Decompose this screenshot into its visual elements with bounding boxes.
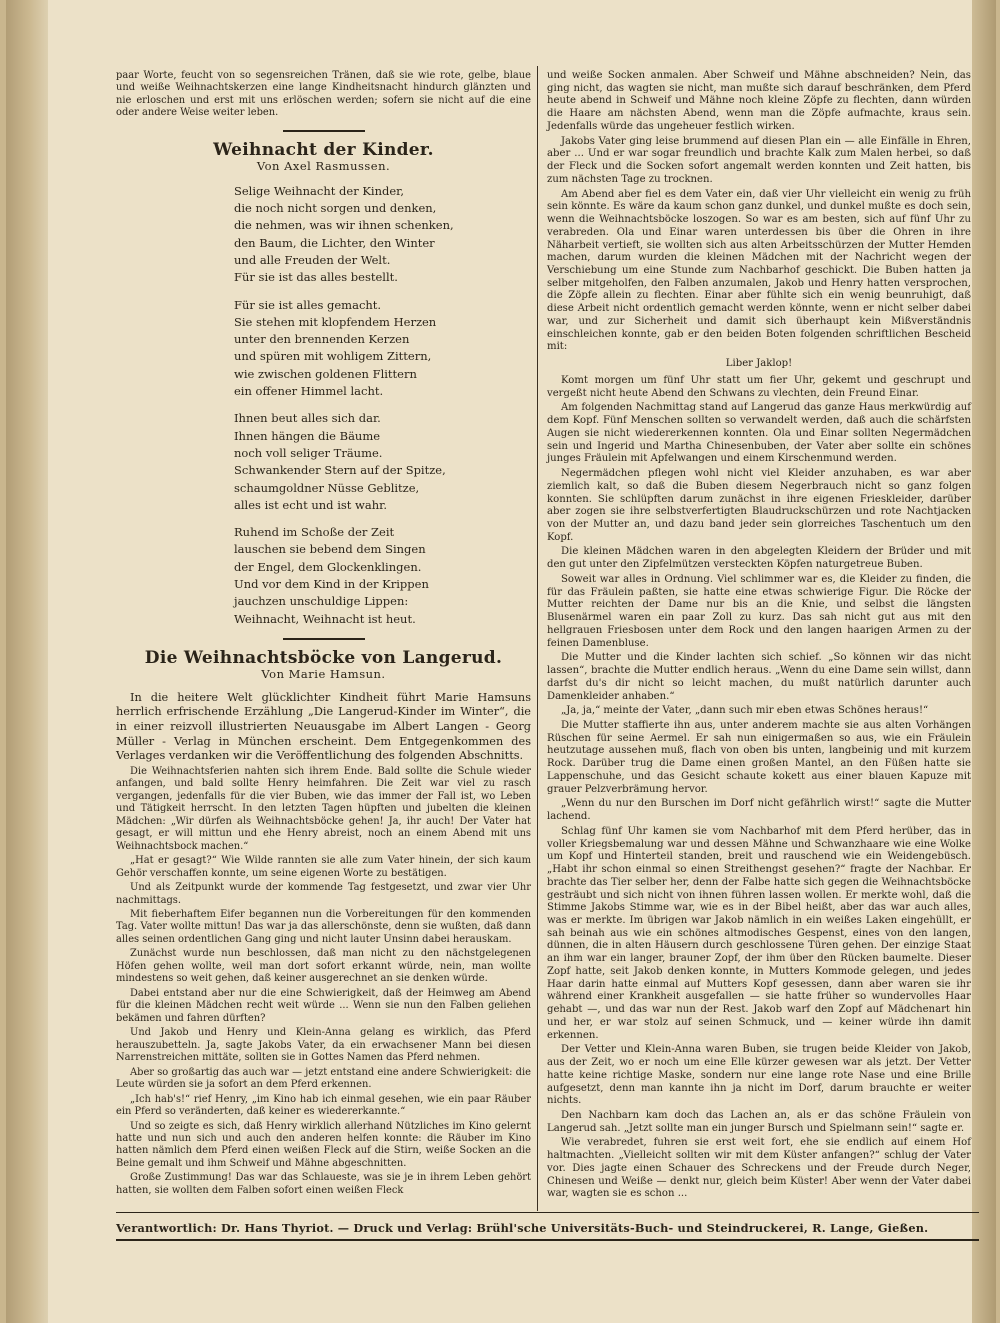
- story-paragraph: Schlag fünf Uhr kamen sie vom Nachbarhof mit dem Pferd herüber, das in voller Kriegsbemalung war und dessen Mähne und Schwanzhaare wie eine Wolke um Kopf und Hinterteil standen, breit und rauschend wie ein Weidengebüsch. „Habt ihr schon einmal so einen Streithengst gesehen?“ fragte der Nachbar. Er brachte das Tier selber her, denn der Falbe hatte sich gegen die Weihnachtsböcke gesträubt und sich nicht von ihnen führen lassen wollen. Er merkte wohl, daß die Stimme Jakobs Stimme war, wie es in der Bibel heißt, aber das war auch alles, was er merkte. Im übrigen war Jakob nämlich in ein weißes Laken eingehüllt, er sah beinah aus wie ein schönes altmodisches Gespenst, eines von den langen, dünnen, die in alten Häusern durch geschlossene Türen gehen. Der einzige Staat an ihm war ein langer, brauner Zopf, der ihm über den Rücken baumelte. Dieser Zopf hatte, seit Jakob denken konnte, in Mutters Kommode gelegen, und jedes Haar darin hatte einmal auf Mutters Kopf gesessen, dann aber waren sie ihr während einer Krankheit ausgefallen — sie hatte früher so wundervolles Haar gehabt —, und das war nun der Rest. Jakob warf den Zopf auf Mädchenart hin und her, er war stolz auf seinen Schmuck, und — keiner würde ihn damit erkennen.: [547, 825, 971, 1041]
- story-paragraph: Soweit war alles in Ordnung. Viel schlimmer war es, die Kleider zu finden, die für das Fräulein paßten, sie hatte eine etwas schwierige Figur. Die Röcke der Mutter reichten der Dame nur bis an die Knie, und selbst die längsten Blusenärmel waren ein paar Zoll zu kurz. Das sah nicht gut aus mit den hellgrauen Friesbosen unter dem Rock und den langen haarigen Armen zu der feinen Damenbluse.: [547, 573, 971, 649]
- story-intro: In die heitere Welt glücklichter Kindheit führt Marie Hamsuns herrlich erfrischende Erzählung „Die Langerud-Kinder im Winter“, die in einer reizvoll illustrierten Neuausgabe im Albert Langen - Georg Müller - Verlag in München erscheint. Dem Entgegenkommen des Verlages verdanken wir die Veröffentlichung des folgenden Abschnitts.: [116, 690, 531, 763]
- poem-stanza: [234, 183, 531, 287]
- right-column: [547, 70, 971, 1203]
- poem-line: unter den brennenden Kerzen: [234, 332, 410, 347]
- story-paragraph: Zunächst wurde nun beschlossen, daß man nicht zu den nächstgelegenen Höfen gehen wollte, weil man dort sofort erkannt würde, nein, man wollte mindestens so weit gehen, daß keiner ausgerechnet an sie denken würde.: [116, 948, 531, 985]
- newspaper-page: [6, 0, 996, 1323]
- poem-line: Für sie ist das alles bestellt.: [234, 270, 398, 285]
- poem-byline: Von Axel Rasmussen.: [256, 159, 391, 174]
- imprint-footer: [116, 1212, 979, 1241]
- poem-line: Selige Weihnacht der Kinder,: [234, 183, 405, 198]
- story-paragraph: Aber so großartig das auch war — jetzt entstand eine andere Schwierigkeit: die Leute würden sie ja sofort an dem Pferd erkennen.: [116, 1066, 531, 1091]
- poem-line: Ihnen beut alles sich dar.: [234, 411, 381, 426]
- letter-body: Komt morgen um fünf Uhr statt um fier Uhr, gekemt und geschrupt und vergeßt nicht heute Abend den Schwans zu vlechten, dein Freund Einar.: [547, 374, 971, 399]
- poem-line: und spüren mit wohligem Zittern,: [234, 349, 432, 364]
- story-paragraph: Der Vetter und Klein-Anna waren Buben, sie trugen beide Kleider von Jakob, aus der Zeit, wo er noch um eine Elle kürzer gewesen war als jetzt. Der Vetter hatte keine richtige Maske, sondern nur eine lange rote Nase und eine Brille aufgesetzt, denn man kannte ihn ja nicht im Dorf, darum brauchte er weiter nichts.: [547, 1044, 971, 1107]
- poem-line: schaumgoldner Nüsse Geblitze,: [234, 480, 420, 495]
- story-paragraph: Jakobs Vater ging leise brummend auf diesen Plan ein — alle Einfälle in Ehren, aber ... Und er war sogar freundlich und brachte Kalk zum Malen herbei, so daß der Fleck und die Socken sofort angemalt werden konnten und Zeit hatten, bis zum nächsten Tage zu trocknen.: [547, 135, 971, 185]
- story-paragraph: Und Jakob und Henry und Klein-Anna gelang es wirklich, das Pferd herauszubetteln. Ja, sagte Jakobs Vater, da ein erwachsener Mann bei diesen Narrenstreichen mittäte, sollten sie in Gottes Namen das Pferd nehmen.: [116, 1027, 531, 1064]
- poem-line: jauchzen unschuldige Lippen:: [234, 594, 409, 609]
- story-paragraph: Mit fieberhaftem Eifer begannen nun die Vorbereitungen für den kommenden Tag. Vater wollte mittun! Das war ja das allerschönste, denn sie wußten, daß dann alles seinen ordentlichen Gang ging und nicht lauter Unsinn dabei herauskam.: [116, 909, 531, 945]
- story-paragraph: Den Nachbarn kam doch das Lachen an, als er das schöne Fräulein von Langerud sah. „Jetzt sollte man ein junger Bursch und Spielmann sein!“ sagte er.: [547, 1110, 971, 1134]
- story-title: Die Weihnachtsböcke von Langerud.: [144, 647, 503, 668]
- poem: [234, 183, 531, 628]
- story-paragraph: Negermädchen pflegen wohl nicht viel Kleider anzuhaben, es war aber ziemlich kalt, so daß die Buben diesem Negerbrauch nicht so ganz folgen konnten. Sie schlüpften darum zunächst in ihre eigenen Frieskleider, darüber aber zogen sie ihre selbstverfertigten Blaudruckschürzen und rote Nachtjacken von der Mutter an, und dazu band jeder sein glorreiches Taschentuch um den Kopf.: [547, 468, 971, 543]
- story-paragraph: Dabei entstand aber nur die eine Schwierigkeit, daß der Heimweg am Abend für die kleinen Mädchen recht weit würde ... Wenn sie nun den Falben geliehen bekämen und fahren dürften?: [116, 987, 531, 1024]
- opening-paragraph: paar Worte, feucht von so segensreichen Tränen, daß sie wie rote, gelbe, blaue und weiße Weihnachtskerzen eine lange Kindheitsnacht hindurch glänzten und nie erloschen und erst mit uns erlöschen werden; sofern sie nicht auf die eine oder andere Weise weiter leben.: [116, 70, 531, 119]
- poem-line: die nehmen, was wir ihnen schenken,: [234, 218, 454, 233]
- story-paragraph: Die kleinen Mädchen waren in den abgelegten Kleidern der Brüder und mit den gut unter den Zipfelmützen versteckten Köpfen naturgetreue Buben.: [547, 546, 971, 571]
- story-byline: Von Marie Hamsun.: [261, 667, 386, 682]
- story-paragraph: Die Weihnachtsferien nahten sich ihrem Ende. Bald sollte die Schule wieder anfangen, und bald sollte Henry heimfahren. Die Zeit war viel zu rasch vergangen, jedenfalls für die vier Buben, wie das immer der Fall ist, wo Leben und Tätigkeit herrscht. In den letzten Tagen hüpften und jubelten die kleinen Mädchen: „Wir dürfen als Weihnachtsböcke gehen! Ja, ihr auch! Der Vater hat gesagt, er will mittun und ehe Henry abreist, noch an einem Abend mit uns Weihnachtsbock machen.“: [116, 765, 531, 852]
- poem-line: wie zwischen goldenen Flittern: [234, 366, 417, 381]
- story-paragraph: Wie verabredet, fuhren sie erst weit fort, ehe sie endlich auf einem Hof haltmachten. „Vielleicht sollten wir mit dem Küster anfangen?“ schlug der Vater vor. Dies jagte einen Schauer des Schreckens und der Freude durch Neger, Chinesen und Weiße — denkt nur, gleich beim Küster! Aber wenn der Vater dabei war, wagten sie es schon ...: [547, 1137, 971, 1200]
- story-paragraph: und weiße Socken anmalen. Aber Schweif und Mähne abschneiden? Nein, das ging nicht, das wagten sie nicht, man mußte sich darauf beschränken, dem Pferd heute abend in Schweif und Mähne noch kleine Zöpfe zu flechten, dann würden die Haare am nächsten Abend, wenn man die Zöpfe aufmachte, kraus sein. Jedenfalls würde das ungeheuer festlich wirken.: [547, 70, 971, 132]
- story-paragraph: „Ja, ja,“ meinte der Vater, „dann such mir eben etwas Schönes heraus!“: [561, 705, 929, 717]
- left-column: [116, 70, 531, 1199]
- poem-line: Weihnacht, Weihnacht ist heut.: [234, 611, 416, 626]
- poem-stanza: [234, 524, 531, 628]
- story-paragraph: Am folgenden Nachmittag stand auf Langerud das ganze Haus merkwürdig auf dem Kopf. Fünf Menschen sollten so verwandelt werden, daß auch die schärfsten Augen sie nicht wiedererkennen konnten. Ola und Einar sollten Negermädchen sein und Ingerid und Martha Chinesenbuben, der Vater aber sollte ein schönes junges Fräulein mit Apfelwangen und einem Kirschenmund werden.: [547, 402, 971, 465]
- poem-title: Weihnacht der Kinder.: [213, 139, 434, 160]
- poem-line: Und vor dem Kind in der Krippen: [234, 577, 429, 592]
- poem-line: Sie stehen mit klopfendem Herzen: [234, 314, 437, 329]
- poem-line: den Baum, die Lichter, den Winter: [234, 235, 435, 250]
- text-frame: [116, 62, 979, 1252]
- section-divider: [283, 130, 365, 132]
- poem-line: lauschen sie bebend dem Singen: [234, 542, 426, 557]
- poem-line: und alle Freuden der Welt.: [234, 253, 391, 267]
- left-binding-edge: [6, 0, 48, 1323]
- poem-line: Ihnen hängen die Bäume: [234, 428, 381, 443]
- poem-line: noch voll seliger Träume.: [234, 445, 383, 460]
- footer-rule: [116, 1239, 979, 1241]
- poem-line: Schwankender Stern auf der Spitze,: [234, 463, 446, 478]
- poem-stanza: [234, 297, 531, 401]
- story-paragraph: Die Mutter staffierte ihn aus, unter anderem machte sie aus alten Vorhängen Rüschen für seine Aermel. Er sah nun einigermaßen so aus, wie ein Fräulein heutzutage aussehen muß, flach von oben bis unten, langbeinig und mit kurzem Rock. Darüber trug die Dame einen großen Mantel, an den Füßen hatte sie Lappenschuhe, und das Gesicht schaute kokett aus einer blauen Kapuze mit grauer Pelzverbrämung hervor.: [547, 719, 971, 795]
- poem-line: Für sie ist alles gemacht.: [234, 297, 382, 312]
- imprint-text: Verantwortlich: Dr. Hans Thyriot. — Druck und Verlag: Brühl'sche Universitäts-Buch- und Steindruckerei, R. Lange, Gießen.: [116, 1221, 929, 1235]
- column-rule: [537, 66, 538, 1211]
- poem-stanza: [234, 410, 531, 514]
- story-paragraph: Und so zeigte es sich, daß Henry wirklich allerhand Nützliches im Kino gelernt hatte und nun sich und auch den anderen helfen konnte: die Räuber im Kino hatten nämlich dem Pferd einen weißen Fleck auf die Stirn, weiße Socken an die Beine gemalt und ihm Schweif und Mähne abgeschnitten.: [116, 1120, 531, 1169]
- poem-line: die noch nicht sorgen und denken,: [234, 201, 437, 216]
- section-divider: [283, 638, 365, 640]
- story-paragraph: Am Abend aber fiel es dem Vater ein, daß vier Uhr vielleicht ein wenig zu früh sein könnte. Es wäre da kaum schon ganz dunkel, und dunkel mußte es doch sein, wenn die Weihnachtsböcke loszogen. So war es am besten, sich auf fünf Uhr zu verabreden. Ola und Einar waren unterdessen bis über die Ohren in ihre Näharbeit vertieft, sie wollten sich aus alten Arbeitsschürzen der Mutter Hemden machen, darum wurden die kleinen Mädchen mit der Nachricht wegen der Verschiebung um eine Stunde zum Nachbarhof geschickt. Die Buben hatten ja selber mitgeholfen, den Falben anzumalen, Jakob und Henry hatten versprochen, die Zöpfe allein zu flechten. Einar aber fühlte sich ein wenig beunruhigt, daß diese Arbeit nicht ordentlich gemacht werden könnte, wenn er nicht selber dabei war, und zur Sicherheit und damit sich überhaupt kein Mißverständnis einschleichen konnte, gab er den beiden Boten folgenden schriftlichen Bescheid mit:: [547, 188, 971, 353]
- poem-line: alles ist echt und ist wahr.: [234, 497, 388, 512]
- story-paragraph: „Wenn du nur den Burschen im Dorf nicht gefährlich wirst!“ sagte die Mutter lachend.: [547, 798, 971, 823]
- poem-line: Ruhend im Schoße der Zeit: [234, 525, 395, 540]
- story-paragraph: „Ich hab's!“ rief Henry, „im Kino hab ich einmal gesehen, wie ein paar Räuber ein Pferd so veränderten, daß keiner es wiedererkannte.“: [116, 1093, 531, 1118]
- story-paragraph: Große Zustimmung! Das war das Schlaueste, was sie je in ihrem Leben gehört hatten, sie wollten dem Falben sofort einen weißen Fleck: [116, 1172, 531, 1196]
- letter-salutation: Liber Jaklop!: [725, 358, 793, 370]
- story-paragraph: Und als Zeitpunkt wurde der kommende Tag festgesetzt, und zwar vier Uhr nachmittags.: [116, 882, 531, 906]
- poem-line: ein offener Himmel lacht.: [234, 384, 384, 399]
- story-paragraph: „Hat er gesagt?“ Wie Wilde rannten sie alle zum Vater hinein, der sich kaum Gehör verschaffen konnte, um seine eigenen Worte zu bestätigen.: [116, 855, 531, 879]
- poem-line: der Engel, dem Glockenklingen.: [234, 559, 422, 574]
- story-paragraph: Die Mutter und die Kinder lachten sich schief. „So können wir das nicht lassen“, brachte die Mutter endlich heraus. „Wenn du eine Dame sein willst, dann darfst du's dir nicht so leicht machen, du mußt natürlich darunter auch Damenkleider anhaben.“: [547, 652, 971, 702]
